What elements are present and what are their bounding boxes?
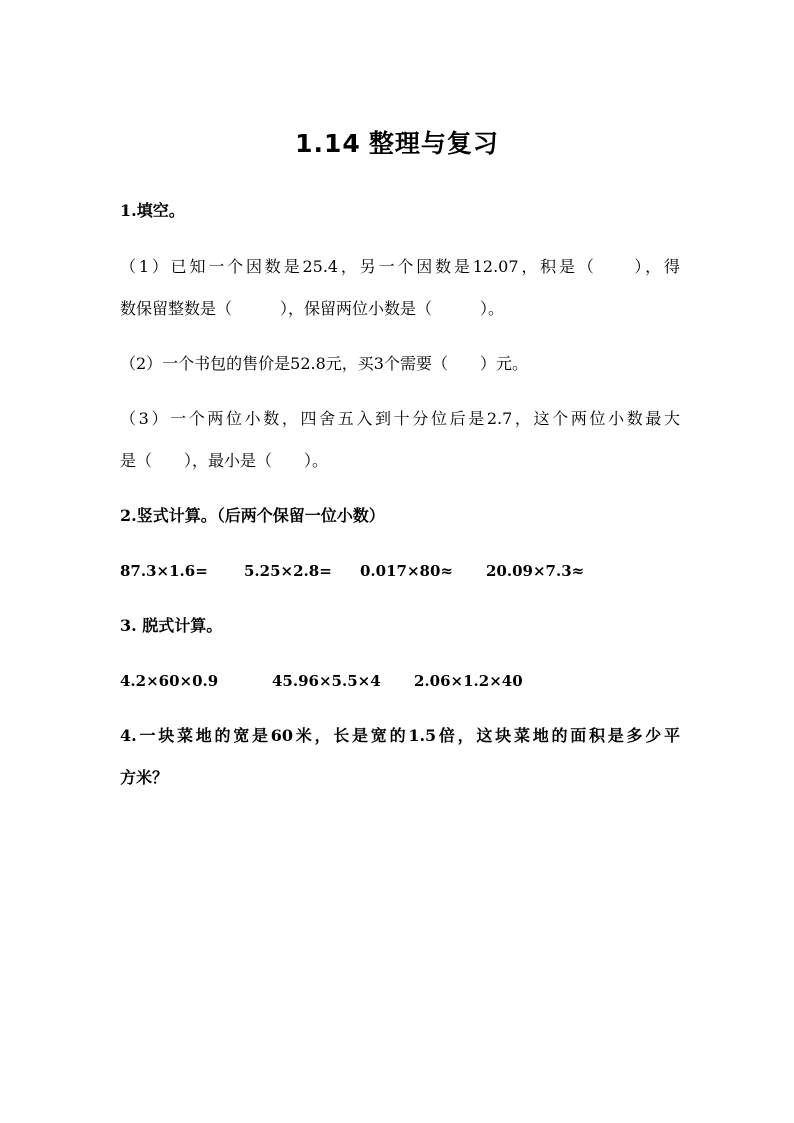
section-3-heading: 3. 脱式计算。 bbox=[120, 616, 223, 635]
title-number: 1.14 bbox=[295, 129, 361, 158]
question-3-line-2: 是（ ），最小是（ ）。 bbox=[120, 451, 329, 470]
step-calc-row bbox=[120, 670, 680, 692]
vertical-calc-item: 20.09×7.3≈ bbox=[486, 562, 585, 580]
vertical-calc-row bbox=[120, 560, 680, 582]
vertical-calc-item: 87.3×1.6= bbox=[120, 562, 208, 580]
word-problem-line-2: 方米？ bbox=[120, 768, 169, 787]
question-1-line-1: （1）已知一个因数是25.4，另一个因数是12.07，积是（ ），得 bbox=[120, 257, 680, 276]
step-calc-item: 45.96×5.5×4 bbox=[272, 672, 381, 690]
vertical-calc-item: 5.25×2.8= bbox=[244, 562, 332, 580]
question-2: （2）一个书包的售价是52.8元，买3个需要（ ）元。 bbox=[120, 354, 528, 373]
word-problem-line-1: 4.一块菜地的宽是60米，长是宽的1.5倍，这块菜地的面积是多少平 bbox=[120, 726, 680, 745]
section-1-heading: 1.填空。 bbox=[120, 201, 185, 220]
question-1-line-2: 数保留整数是（ ），保留两位小数是（ ）。 bbox=[120, 299, 505, 318]
title-text: 整理与复习 bbox=[368, 129, 499, 158]
step-calc-item: 4.2×60×0.9 bbox=[120, 672, 219, 690]
step-calc-item: 2.06×1.2×40 bbox=[414, 672, 523, 690]
question-3-line-1: （3）一个两位小数，四舍五入到十分位后是2.7，这个两位小数最大 bbox=[120, 409, 680, 428]
section-2-heading: 2.竖式计算。（后两个保留一位小数） bbox=[120, 506, 385, 525]
vertical-calc-item: 0.017×80≈ bbox=[360, 562, 453, 580]
page-title bbox=[0, 128, 794, 160]
